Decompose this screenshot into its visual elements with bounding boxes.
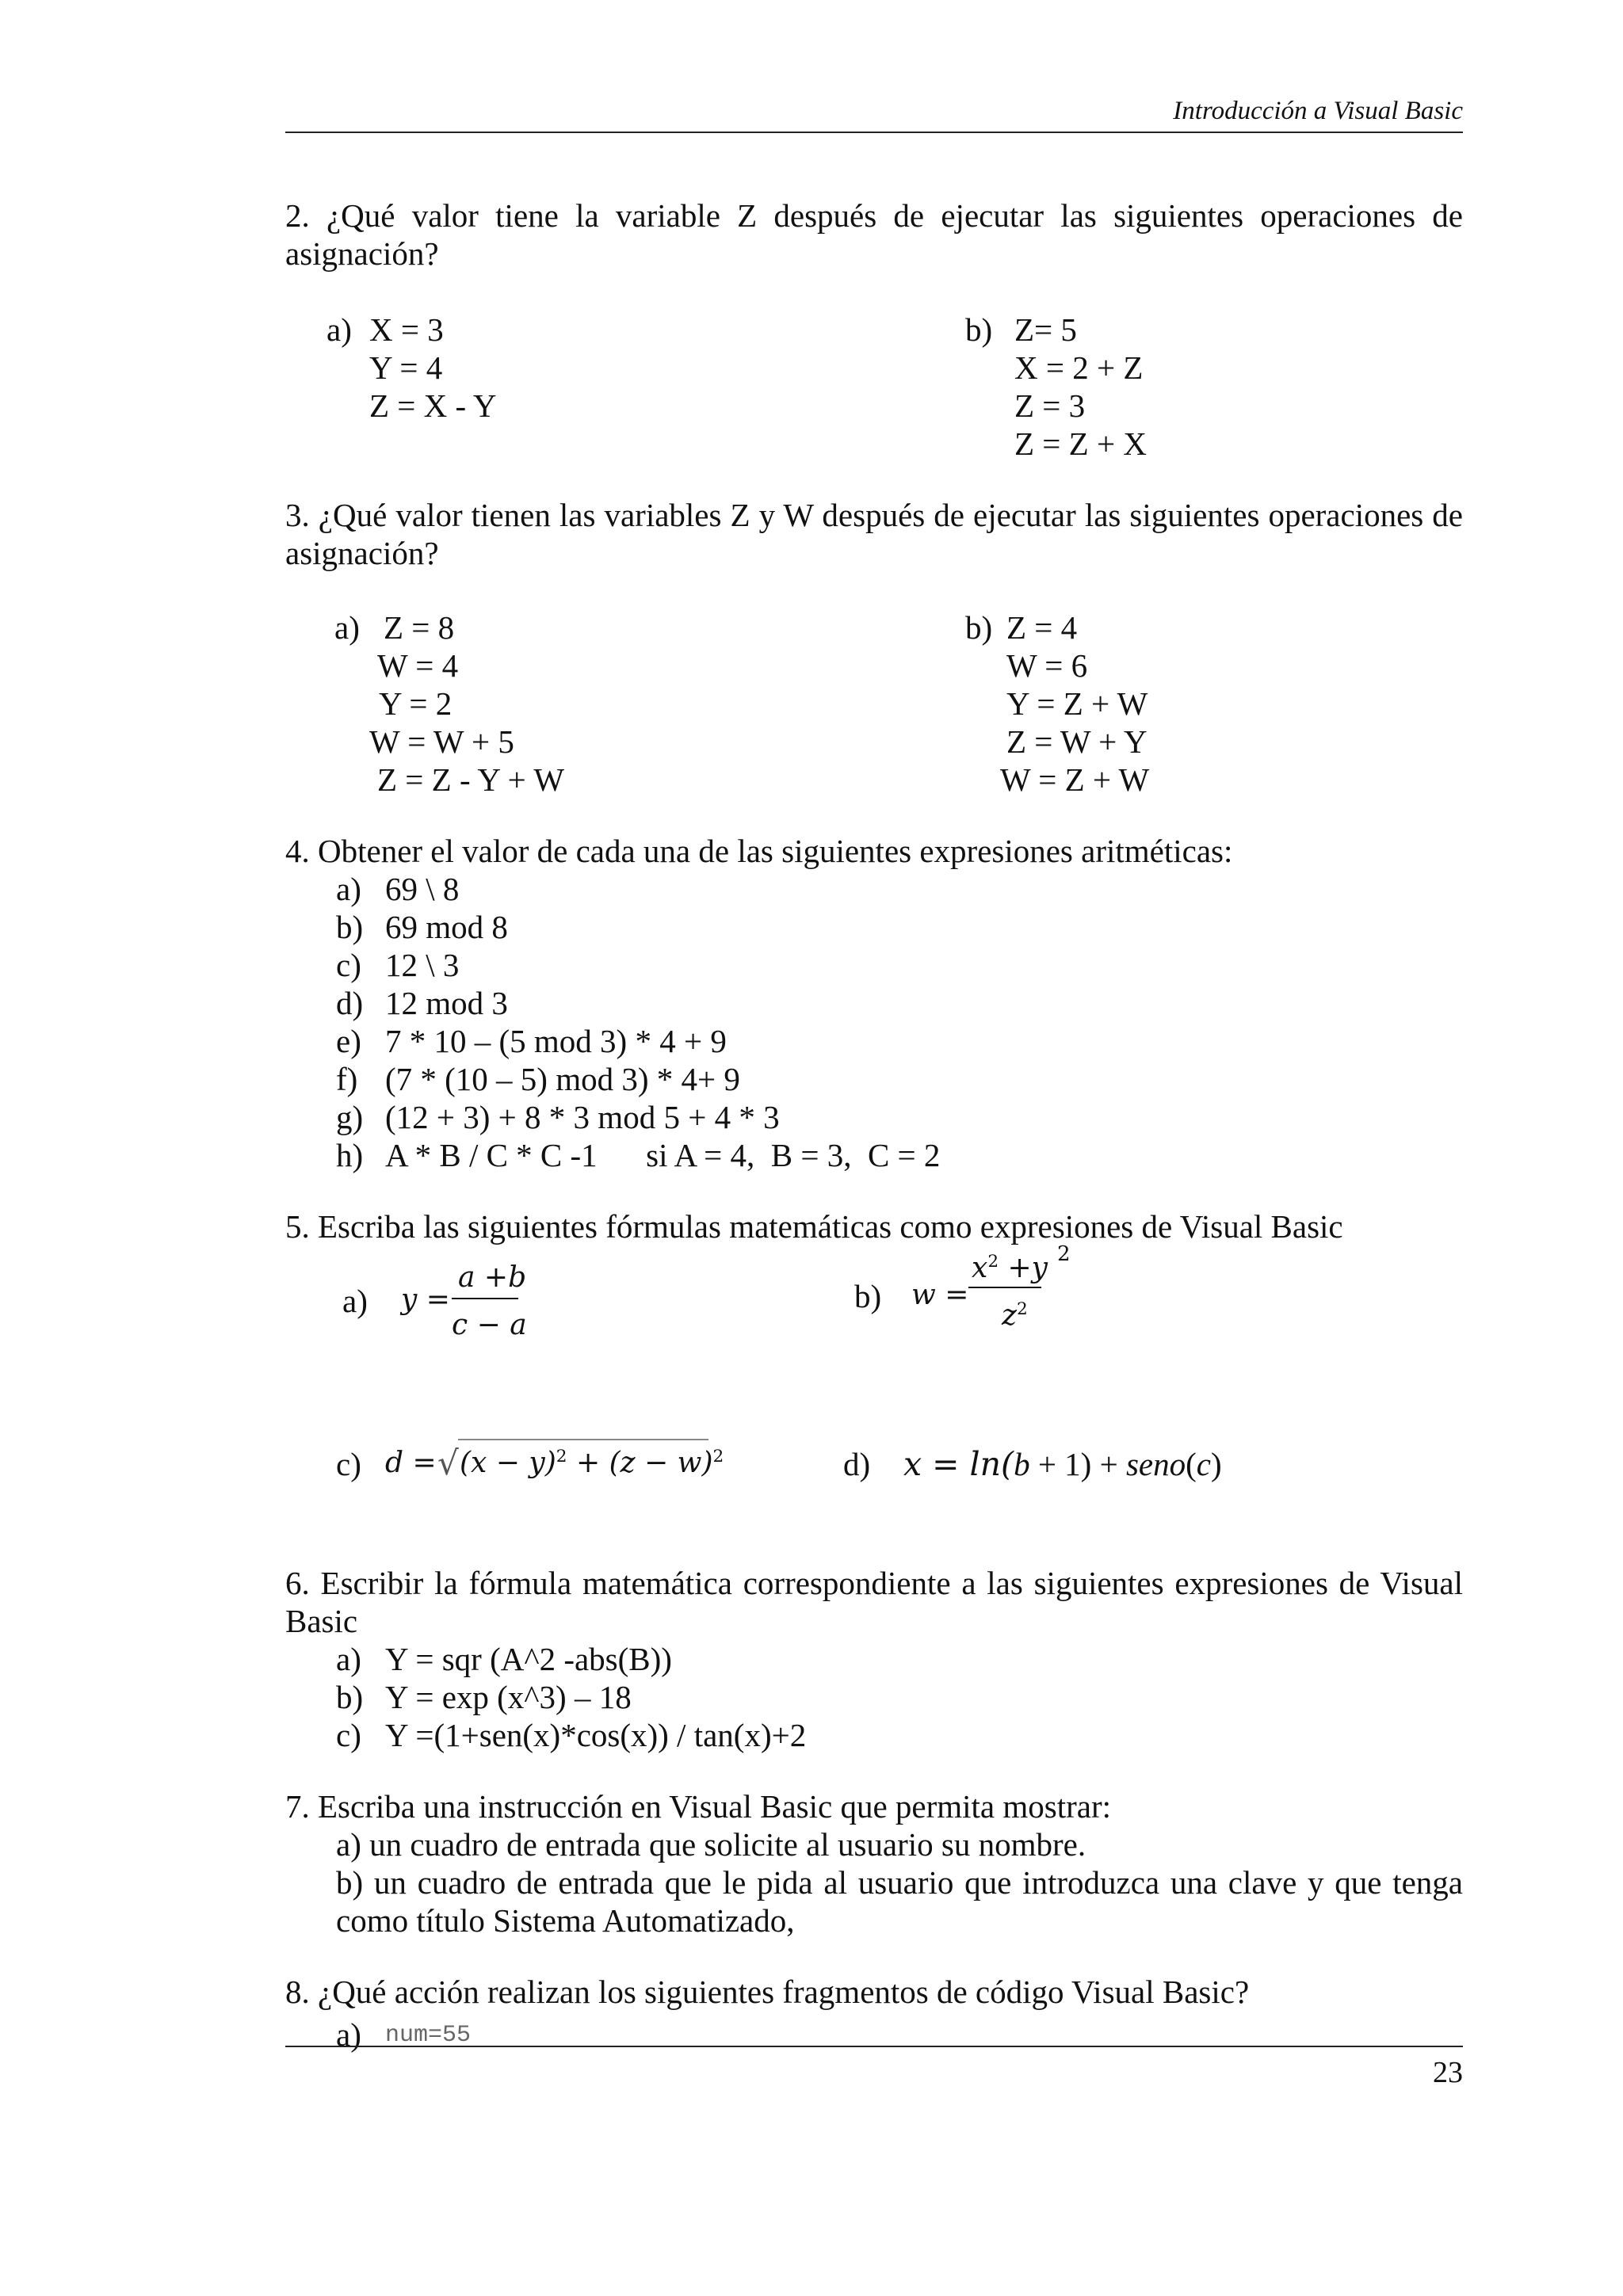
question-6-text: 6. Escribir la fórmula matemática correspondiente a las siguientes expresiones de Visual Basic	[285, 1565, 1463, 1639]
question-5-text: 5. Escriba las siguientes fórmulas matemáticas como expresiones de Visual Basic	[285, 1208, 1343, 1245]
q4-item-label: h)	[336, 1137, 364, 1173]
q6-item-expr: Y = sqr (A^2 -abs(B))	[385, 1641, 672, 1677]
q2-a-label: a)	[327, 311, 352, 348]
q5-a-denominator: c − a	[452, 1309, 527, 1341]
q4-item-label: d)	[336, 985, 364, 1021]
q5-a-numerator: a +b	[458, 1261, 527, 1294]
q3-a-line: W = W + 5	[369, 723, 514, 760]
q6-item-expr: Y =(1+sen(x)*cos(x)) / tan(x)+2	[385, 1717, 807, 1753]
q3-a-line: Z = 8	[384, 609, 455, 646]
footer-rule	[285, 2046, 1463, 2047]
q3-a-line: Y = 2	[379, 685, 453, 722]
q4-item-expr: 69 mod 8	[385, 909, 508, 945]
q4-item-label: a)	[336, 871, 361, 907]
q6-item-label: b)	[336, 1679, 364, 1715]
q2-b-line: Z = Z + X	[1014, 425, 1147, 462]
q4-item-expr: 7 * 10 – (5 mod 3) * 4 + 9	[385, 1023, 727, 1059]
q4-item-expr: 12 \ 3	[385, 947, 460, 983]
q5-c-label: c)	[336, 1446, 361, 1482]
q8-item-a-label: a)	[336, 2016, 361, 2053]
q2-b-line: Z = 3	[1014, 387, 1086, 424]
q4-item-expr: (7 * (10 – 5) mod 3) * 4+ 9	[385, 1061, 740, 1097]
q2-b-line: Z= 5	[1014, 311, 1077, 348]
q4-item-expr: A * B / C * C -1 si A = 4, B = 3, C = 2	[385, 1137, 941, 1173]
q6-item-label: c)	[336, 1717, 361, 1753]
q5-c-radical-sign: √	[437, 1444, 459, 1482]
q5-c-radical-bar	[458, 1439, 708, 1440]
q3-a-line: Z = Z - Y + W	[377, 761, 565, 798]
q4-item-label: c)	[336, 947, 361, 983]
question-2-text: 2. ¿Qué valor tiene la variable Z después de ejecutar las siguientes operaciones de asignación?	[285, 197, 1463, 272]
q4-item-label: b)	[336, 909, 364, 945]
question-4-text: 4. Obtener el valor de cada una de las siguientes expresiones aritméticas:	[285, 833, 1233, 869]
header-rule	[285, 132, 1463, 133]
q4-item-label: g)	[336, 1099, 364, 1135]
q5-a-fraction-bar	[452, 1298, 518, 1299]
q3-b-line: Z = W + Y	[1006, 723, 1148, 760]
q3-b-line: W = Z + W	[1000, 761, 1150, 798]
q4-item-expr: 69 \ 8	[385, 871, 460, 907]
q2-a-line: Y = 4	[369, 349, 443, 386]
q5-b-numerator: $x^2 +y$	[972, 1252, 1048, 1284]
q5-b-outer-exponent: 2	[1057, 1242, 1071, 1266]
q5-d-label: d)	[843, 1446, 871, 1482]
q3-b-line: Z = 4	[1006, 609, 1078, 646]
q2-a-line: X = 3	[369, 311, 444, 348]
q8-item-a-code: num=55	[385, 2022, 472, 2049]
q5-a-label: a)	[342, 1283, 368, 1319]
q5-a-lhs: y =	[401, 1283, 450, 1316]
question-8-text: 8. ¿Qué acción realizan los siguientes fragmentos de código Visual Basic?	[285, 1974, 1250, 2010]
q3-b-line: Y = Z + W	[1006, 685, 1148, 722]
q4-item-label: f)	[336, 1061, 358, 1097]
q3-b-line: W = 6	[1006, 647, 1088, 684]
q7-item-a: a) un cuadro de entrada que solicite al usuario su nombre.	[336, 1826, 1086, 1863]
q5-c-radicand: $(x - y)^2 + (z - w)^2$	[460, 1447, 724, 1479]
page-number: 23	[1433, 2056, 1463, 2089]
q6-item-expr: Y = exp (x^3) – 18	[385, 1679, 632, 1715]
q5-b-lhs: w =	[911, 1279, 969, 1311]
q5-d-formula: x = ln(b + 1) + seno(c)	[903, 1445, 1222, 1483]
question-3-text: 3. ¿Qué valor tienen las variables Z y W después de ejecutar las siguientes operaciones de asignación?	[285, 497, 1463, 571]
q3-a-line: W = 4	[377, 647, 459, 684]
q4-item-label: e)	[336, 1023, 361, 1059]
q2-b-label: b)	[965, 311, 993, 348]
question-7-text: 7. Escriba una instrucción en Visual Basic que permita mostrar:	[285, 1788, 1111, 1825]
q7-item-b: b) un cuadro de entrada que le pida al usuario que introduzca una clave y que tenga como título Sistema Automatizado,	[336, 1864, 1463, 1939]
q3-b-label: b)	[965, 609, 993, 646]
q5-b-denominator: $z^2$	[1002, 1299, 1028, 1332]
running-header-title: Introducción a Visual Basic	[1173, 97, 1463, 125]
q6-item-label: a)	[336, 1641, 361, 1677]
q4-item-expr: (12 + 3) + 8 * 3 mod 5 + 4 * 3	[385, 1099, 780, 1135]
q2-b-line: X = 2 + Z	[1014, 349, 1144, 386]
q5-b-fraction-bar	[968, 1287, 1041, 1288]
q2-a-line: Z = X - Y	[369, 387, 497, 424]
q5-c-lhs: d =	[385, 1447, 437, 1479]
q3-a-label: a)	[334, 609, 360, 646]
q4-item-expr: 12 mod 3	[385, 985, 508, 1021]
q5-b-label: b)	[854, 1278, 882, 1314]
